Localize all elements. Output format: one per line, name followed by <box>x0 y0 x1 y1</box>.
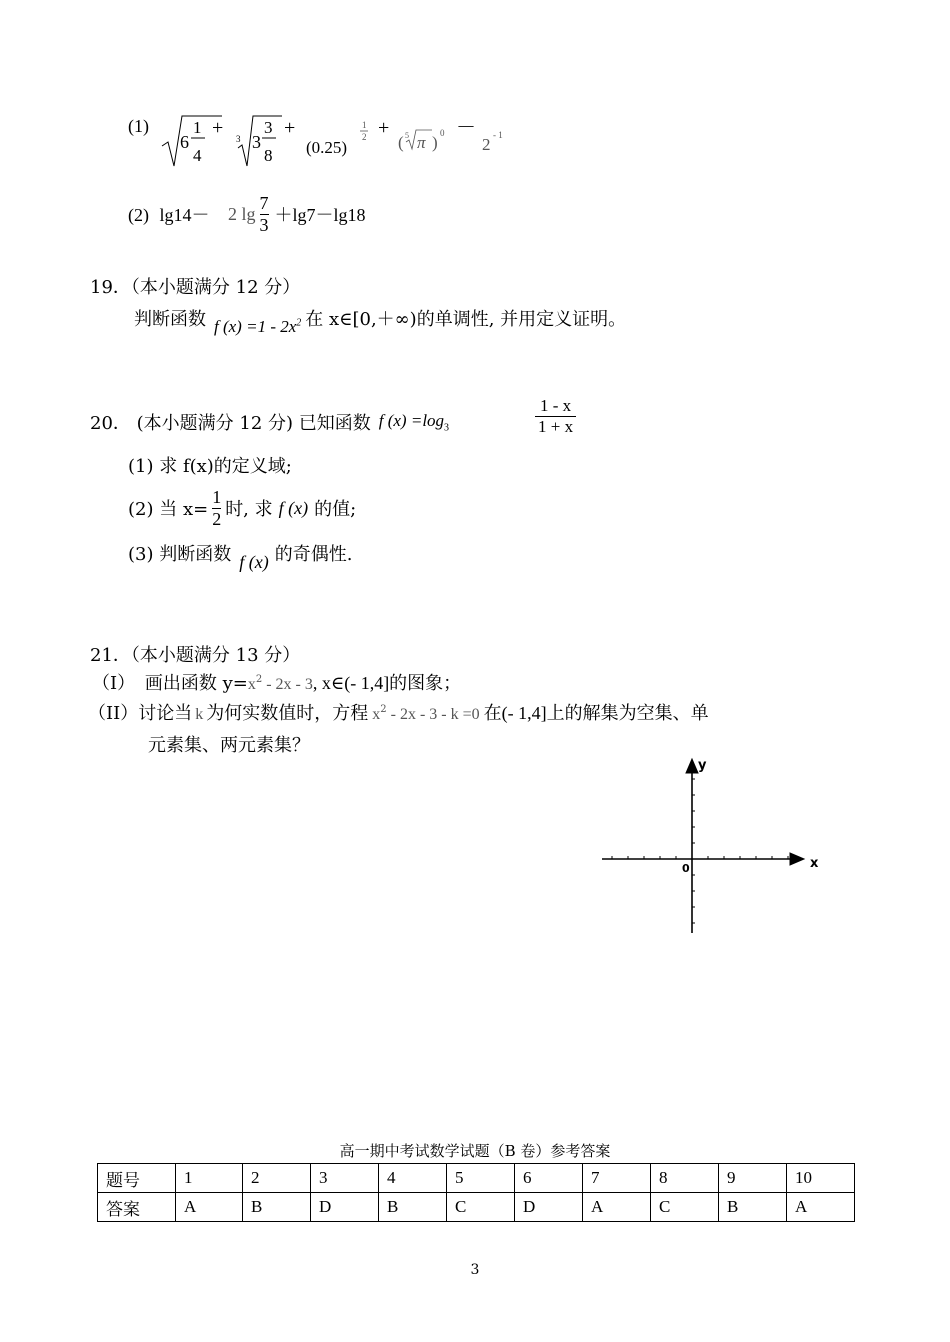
number-cell: 9 <box>719 1164 787 1193</box>
q20-den: 1 + x <box>538 416 574 436</box>
q20-fraction-inner <box>535 396 576 436</box>
answer-key-number-row <box>98 1164 855 1193</box>
q18-part2-c: ＋lg7－lg18 <box>274 205 366 225</box>
q20-part2 <box>128 482 356 534</box>
q18-d-close: ) <box>432 133 438 152</box>
q18-part2-label: (2) <box>128 205 149 225</box>
q20-p2-frac <box>212 487 221 529</box>
q20-p3-pre: (3) 判断函数 <box>128 544 232 565</box>
q19-body <box>134 305 626 337</box>
q21-i-text: 画出函数 y= <box>144 673 248 694</box>
q19-func <box>214 317 301 337</box>
q18-c-exp-num: 1 <box>362 120 367 130</box>
q18-part2 <box>128 201 210 227</box>
row-label-answer: 答案 <box>98 1193 176 1222</box>
q21-heading: 21．（本小题满分 13 分） <box>90 645 301 666</box>
q21-ii-label: （II）讨论当 <box>88 703 193 724</box>
coordinate-axes <box>598 755 828 937</box>
q18-part1-formula <box>160 108 520 172</box>
number-cell: 2 <box>243 1164 311 1193</box>
q18-d-rad: π <box>417 133 426 152</box>
number-cell: 5 <box>447 1164 515 1193</box>
x-axis-arrow <box>790 853 804 865</box>
q21-ii-k: k <box>195 706 204 723</box>
q20-p2-den: 2 <box>212 508 222 529</box>
q20-p3-post: 的奇偶性. <box>274 544 353 565</box>
q21-i-label: （I） <box>92 673 136 694</box>
q20-fraction <box>535 396 576 436</box>
q20-part1: (1) 求 f(x)的定义域; <box>128 456 292 477</box>
answer-cell: D <box>515 1193 583 1222</box>
q18-b-den: 8 <box>264 146 273 165</box>
q19-post: 在 x∈[0,＋∞)的单调性, 并用定义证明。 <box>305 309 627 330</box>
q20-func-text: f (x) =log <box>378 410 445 430</box>
q18-b-whole: 3 <box>252 132 261 152</box>
answer-key-table <box>97 1163 855 1222</box>
q18-plus-3: + <box>378 117 390 139</box>
q19-heading: 19．（本小题满分 12 分） <box>90 277 301 298</box>
number-cell: 8 <box>651 1164 719 1193</box>
q21-part1 <box>92 669 461 695</box>
answer-cell: B <box>243 1193 311 1222</box>
q18-part2-b: 2 lg <box>228 203 256 224</box>
q19-pre: 判断函数 <box>134 309 206 330</box>
x-axis-label: x <box>810 856 819 871</box>
q21-i-func: x <box>247 676 256 693</box>
q18-d-index: 5 <box>405 131 409 140</box>
q21-part2-line2: 元素集、两元素集？ <box>148 735 310 756</box>
q20-p2-func: f (x) <box>278 497 309 518</box>
q18-part2-den: 3 <box>259 214 269 235</box>
q20-heading-line <box>90 409 449 435</box>
q18-plus-1: + <box>212 117 224 139</box>
number-cell: 1 <box>176 1164 243 1193</box>
number-cell: 7 <box>583 1164 651 1193</box>
q19-func-text: f (x) =1 - 2x <box>214 317 297 336</box>
q18-b-num: 3 <box>264 118 273 137</box>
q18-a-whole: 6 <box>180 132 189 152</box>
q21-ii-exp: 2 <box>380 704 387 715</box>
q19-func-exp: 2 <box>296 317 302 329</box>
answer-cell: B <box>379 1193 447 1222</box>
answer-cell: A <box>787 1193 855 1222</box>
q20-p2-num: 1 <box>212 486 222 507</box>
page-number: 3 <box>470 1262 480 1278</box>
answer-key-answer-row <box>98 1193 855 1222</box>
q18-c-exp-den: 2 <box>362 132 367 142</box>
q20-part3 <box>128 540 352 573</box>
origin-label: 0 <box>682 862 690 875</box>
q20-p2-pre: (2) 当 x= <box>128 499 209 520</box>
q21-ii-mid: 为何实数值时，方程 <box>206 703 369 724</box>
row-label-number: 题号 <box>98 1164 176 1193</box>
answer-key-table-wrap <box>97 1163 855 1222</box>
answer-cell: A <box>583 1193 651 1222</box>
q18-d-exp: 0 <box>440 128 445 138</box>
number-cell: 6 <box>515 1164 583 1193</box>
q20-p2-post: 的值; <box>314 499 357 520</box>
q18-e-base: 2 <box>482 135 491 154</box>
y-axis-arrow <box>686 759 698 773</box>
answer-cell: A <box>176 1193 243 1222</box>
q20-func-sub: 3 <box>444 422 450 434</box>
q21-i-dom: , x∈(- 1,4]的图象； <box>312 673 462 693</box>
number-cell: 10 <box>787 1164 855 1193</box>
q18-plus-2: + <box>284 117 296 139</box>
q21-ii-eq: x <box>372 706 381 723</box>
q18-a-den: 4 <box>193 146 202 165</box>
number-cell: 3 <box>311 1164 379 1193</box>
y-axis-label: y <box>698 758 707 773</box>
q18-part2-a: lg14－ <box>159 205 210 225</box>
q21-ii-post: 在(- 1,4]上的解集为空集、单 <box>483 703 709 723</box>
number-cell: 4 <box>379 1164 447 1193</box>
q20-p3-func: f (x) <box>239 552 269 572</box>
q18-minus: － <box>456 117 476 139</box>
q21-i-exp: 2 <box>255 674 263 685</box>
answer-cell: B <box>719 1193 787 1222</box>
q21-i-func2: - 2x - 3 <box>262 676 313 693</box>
q20-p2-mid: 时, 求 <box>225 499 273 520</box>
q20-heading: 20． (本小题满分 12 分) 已知函数 <box>90 413 371 434</box>
q18-part1 <box>128 116 149 137</box>
answer-key-title: 高一期中考试数学试题（B 卷）参考答案 <box>339 1142 611 1160</box>
q21-ii-eq2: - 2x - 3 - k =0 <box>386 706 480 723</box>
q18-part2-frac <box>260 193 269 235</box>
q18-a-num: 1 <box>193 118 202 137</box>
q18-c-base: (0.25) <box>306 138 348 157</box>
q18-b-index: 3 <box>236 134 241 144</box>
q21-part2 <box>88 699 709 725</box>
q18-part1-expression <box>160 108 520 172</box>
q18-part2-num: 7 <box>259 192 269 213</box>
q20-num: 1 - x <box>539 396 572 415</box>
q18-e-exp: - 1 <box>493 130 503 140</box>
answer-cell: C <box>651 1193 719 1222</box>
axes-svg <box>598 755 828 937</box>
answer-cell: D <box>311 1193 379 1222</box>
q18-d-open: ( <box>398 133 404 152</box>
q20-func <box>379 411 449 433</box>
q18-part1-label: (1) <box>128 116 149 136</box>
answer-cell: C <box>447 1193 515 1222</box>
q18-part2-rest <box>228 188 366 240</box>
